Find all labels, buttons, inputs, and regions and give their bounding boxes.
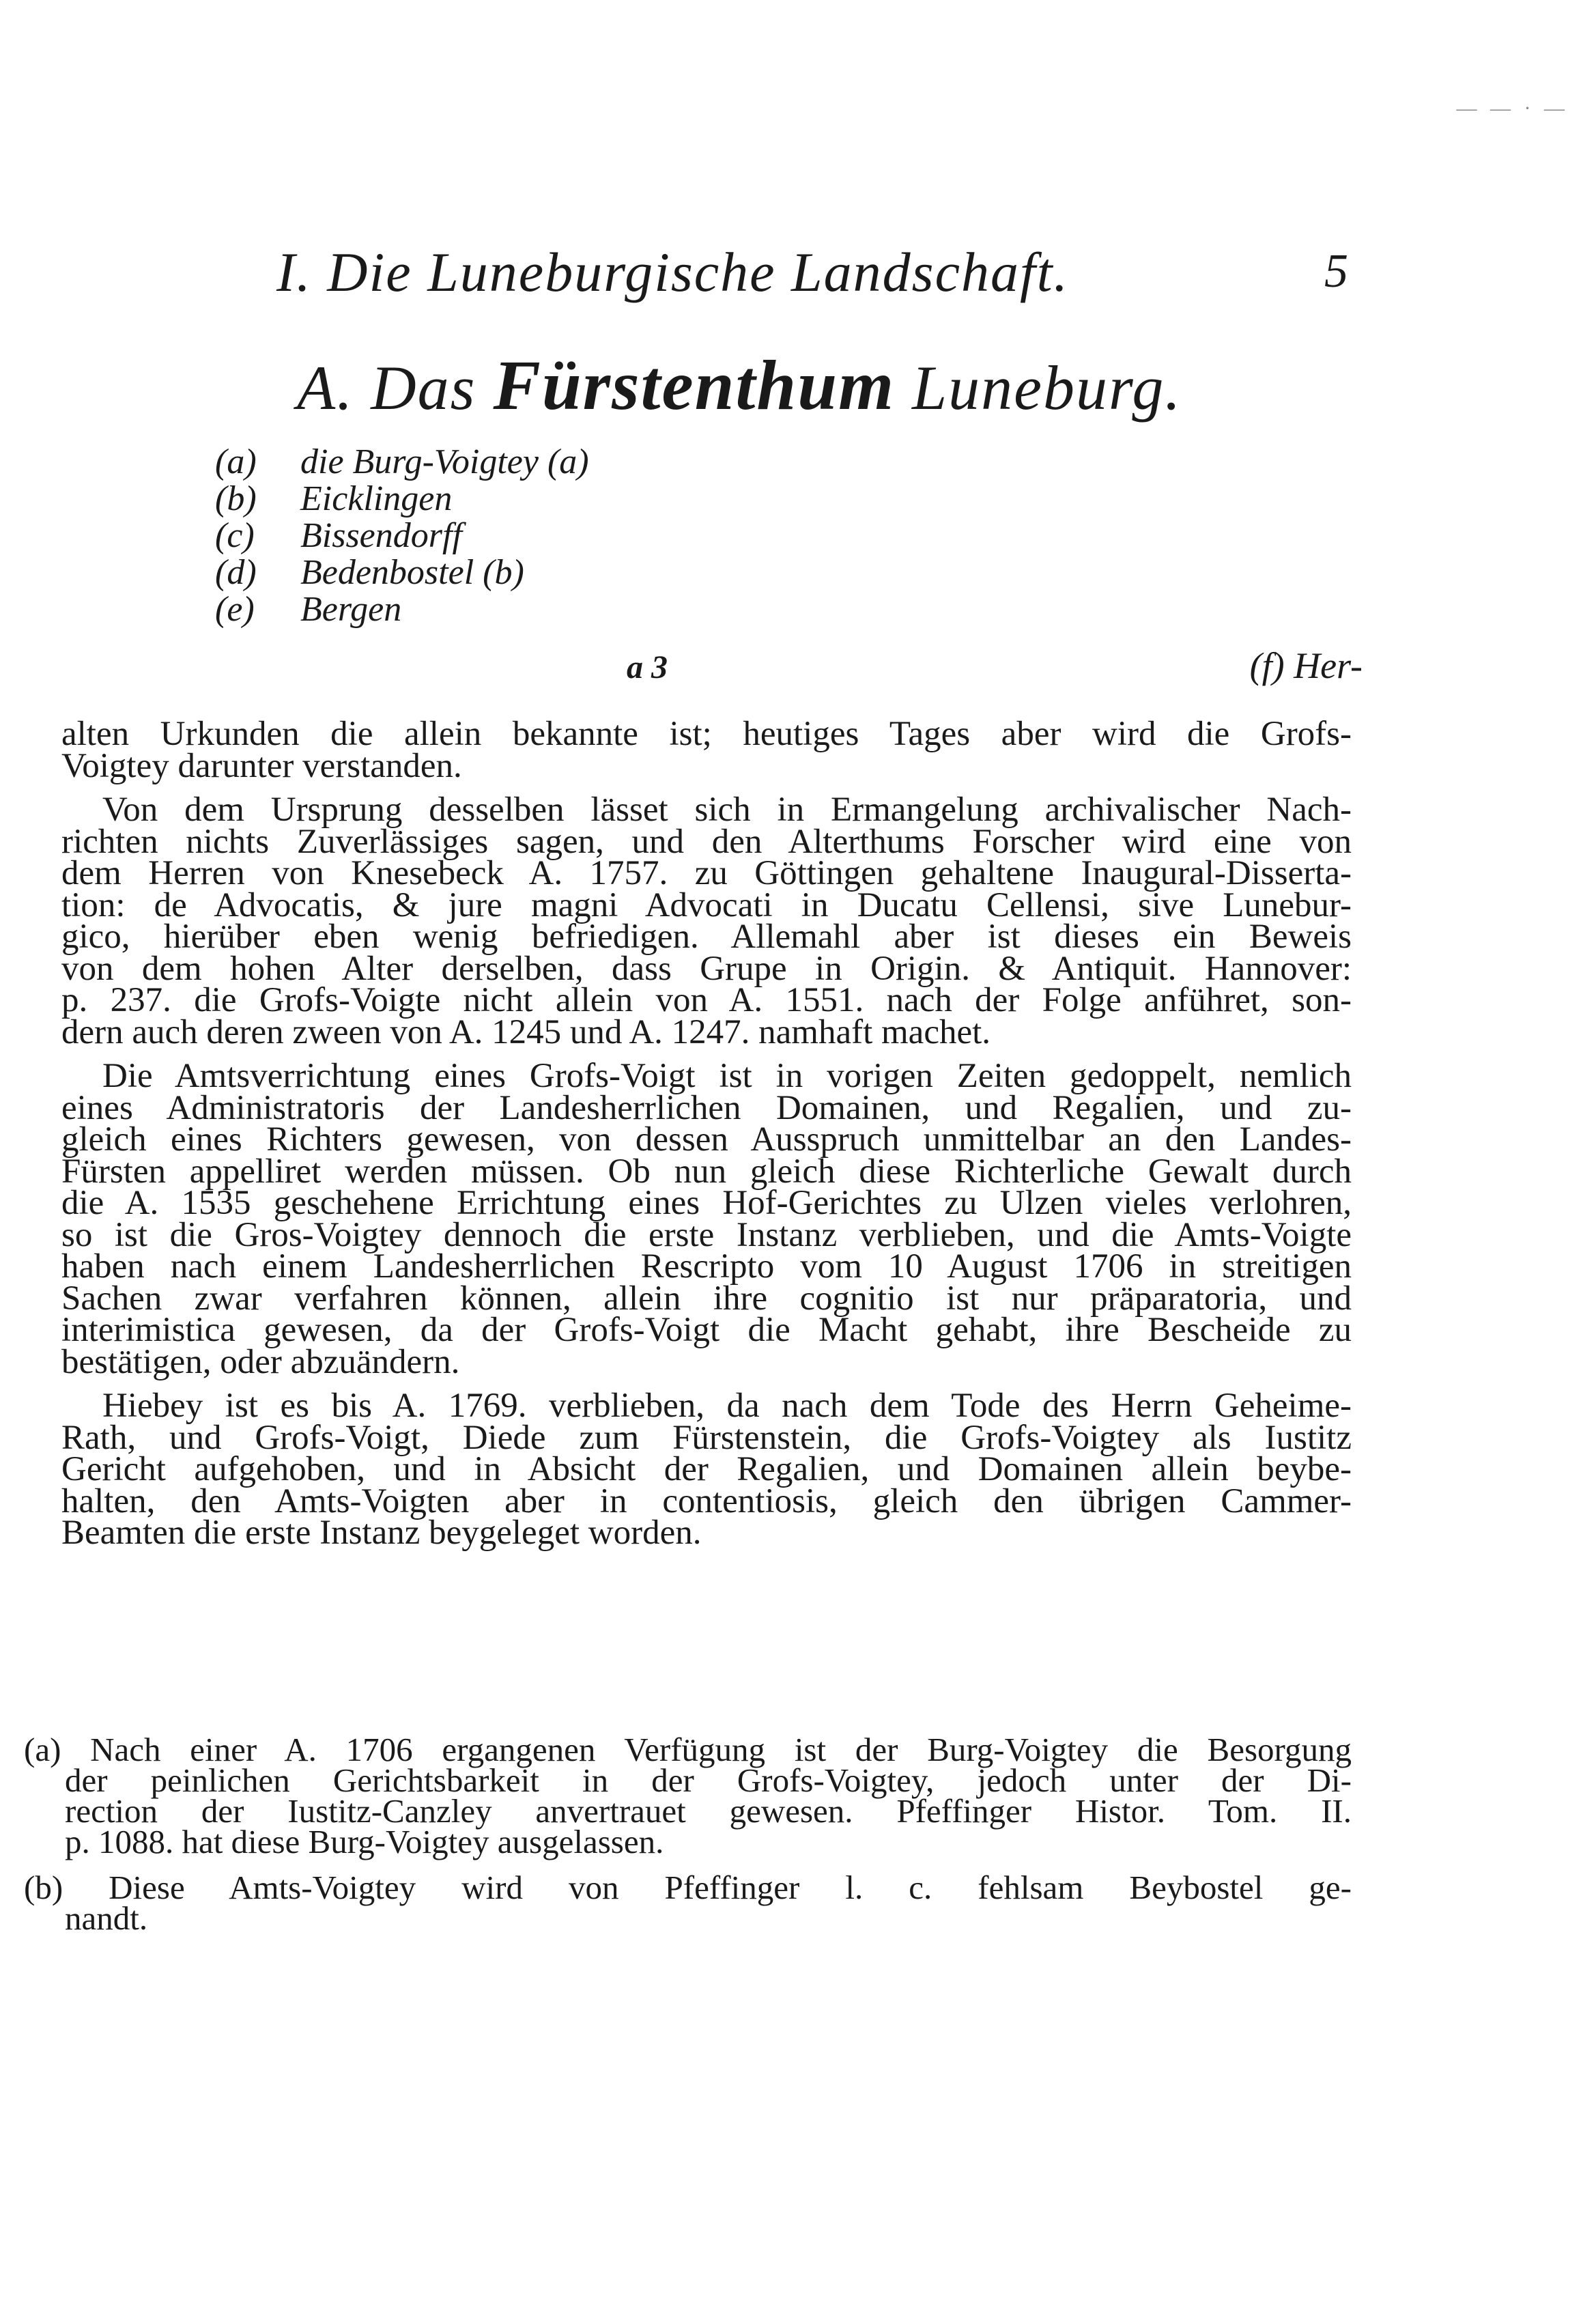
- contents-item: [215, 518, 829, 554]
- text-line: gleich eines Richters gewesen, von dessen Ausspruch unmittelbar an den Landes-: [61, 1120, 1352, 1159]
- running-title: I. Die Luneburgische Landschaft.: [276, 241, 1070, 303]
- text-line: Hiebey ist es bis A. 1769. verblieben, da nach dem Tode des Herrn Geheime-: [102, 1387, 1352, 1425]
- text-line: haben nach einem Landesherrlichen Rescripto vom 10 August 1706 in streitigen: [61, 1247, 1352, 1286]
- signature-mark: a 3: [627, 649, 668, 685]
- paragraph: [61, 715, 1352, 785]
- text-line: dern auch deren zween von A. 1245 und A. 1247. namhaft machet.: [61, 1012, 991, 1051]
- text-line: Sachen zwar verfahren können, allein ihre cognitio ist nur präparatoria, und: [61, 1279, 1352, 1318]
- text-line: Beamten die erste Instanz beygeleget worden.: [61, 1514, 702, 1552]
- paragraph: [61, 1057, 1352, 1381]
- footnote-line: der peinlichen Gerichtsbarkeit in der Grofs-Voigtey, jedoch unter der Di-: [65, 1761, 1352, 1799]
- section-title: [297, 345, 1182, 426]
- scan-edge-marks: — — · —: [1456, 97, 1569, 119]
- footnote: [24, 1869, 1352, 1937]
- text-line: Die Amtsverrichtung eines Grofs-Voigt ist in vorigen Zeiten gedoppelt, nemlich: [102, 1057, 1352, 1095]
- contents-item: [215, 481, 829, 518]
- text-line: tion: de Advocatis, & jure magni Advocati in Ducatu Cellensi, sive Lunebur-: [61, 885, 1352, 924]
- text-line: so ist die Gros-Voigtey dennoch die erste Instanz verblieben, und die Amts-Voigte: [61, 1215, 1352, 1254]
- footnote-line: rection der Iustitz-Canzley anvertrauet gewesen. Pfeffinger Histor. Tom. II.: [65, 1792, 1352, 1830]
- footnote-line: p. 1088. hat diese Burg-Voigtey ausgelassen.: [65, 1823, 664, 1860]
- text-line: richten nichts Zuverlässiges sagen, und den Alterthums Forscher wird eine von: [61, 822, 1352, 861]
- text-line: Gericht aufgehoben, und in Absicht der Regalien, und Domainen allein beybe-: [61, 1450, 1352, 1488]
- contents-item-mark: (b): [215, 479, 257, 518]
- contents-item-mark: (d): [215, 553, 257, 592]
- contents-item: [215, 444, 829, 481]
- footnotes: [24, 1731, 1352, 1949]
- contents-item-mark: (a): [215, 442, 257, 481]
- text-line: bestätigen, oder abzuändern.: [61, 1342, 460, 1381]
- text-line: eines Administratoris der Landesherrlichen Domainen, und Regalien, und zu-: [61, 1088, 1352, 1127]
- contents-item-mark: (c): [215, 516, 255, 555]
- contents-list: [215, 444, 829, 628]
- section-title-prefix: A. Das: [297, 353, 476, 423]
- text-line: halten, den Amts-Voigten aber in contentiosis, gleich den übrigen Cammer-: [61, 1482, 1352, 1520]
- text-line: Fürsten appelliret werden müssen. Ob nun gleich diese Richterliche Gewalt durch: [61, 1152, 1352, 1191]
- text-line: dem Herren von Knesebeck A. 1757. zu Göttingen gehaltene Inaugural-Disserta-: [61, 854, 1352, 892]
- contents-item-mark: (e): [215, 590, 255, 629]
- section-title-main: Fürstenthum: [493, 346, 895, 425]
- footnote: [24, 1731, 1352, 1860]
- paragraph: [61, 791, 1352, 1051]
- running-head: [276, 240, 1348, 315]
- footnote-line: nandt.: [65, 1899, 148, 1937]
- footnote-line: (a) Nach einer A. 1706 ergangenen Verfügung ist der Burg-Voigtey die Besorgung: [24, 1731, 1352, 1768]
- text-line: die A. 1535 geschehene Errichtung eines Hof-Gerichtes zu Ulzen vieles verlohren,: [61, 1184, 1352, 1222]
- contents-item: [215, 591, 829, 628]
- paragraph: [61, 1387, 1352, 1552]
- text-line: interimistica gewesen, da der Grofs-Voigt die Macht gehabt, ihre Bescheide zu: [61, 1311, 1352, 1349]
- catchword: (f) Her-: [1249, 645, 1363, 686]
- page-number: 5: [1324, 245, 1348, 298]
- text-line: gico, hierüber eben wenig befriedigen. Allemahl aber ist dieses ein Beweis: [61, 918, 1352, 956]
- footnote-line: (b) Diese Amts-Voigtey wird von Pfeffinger l. c. fehlsam Beybostel ge-: [24, 1869, 1352, 1906]
- contents-item-text: Bedenbostel (b): [300, 553, 524, 592]
- text-line: Rath, und Grofs-Voigt, Diede zum Fürstenstein, die Grofs-Voigtey als Iustitz: [61, 1418, 1352, 1457]
- contents-item: [215, 554, 829, 591]
- contents-item-text: Eicklingen: [300, 479, 453, 518]
- contents-item-text: Bergen: [300, 590, 402, 629]
- body-text: [61, 715, 1352, 1561]
- section-title-end: Luneburg.: [911, 353, 1182, 423]
- text-line: Von dem Ursprung desselben lässet sich in Ermangelung archivalischer Nach-: [102, 791, 1352, 829]
- text-line: alten Urkunden die allein bekannte ist; heutiges Tages aber wird die Grofs-: [61, 715, 1352, 753]
- text-line: p. 237. die Grofs-Voigte nicht allein von A. 1551. nach der Folge anführet, son-: [61, 981, 1352, 1019]
- contents-item-text: die Burg-Voigtey (a): [300, 442, 589, 481]
- contents-item-text: Bissendorff: [300, 516, 462, 555]
- text-line: von dem hohen Alter derselben, dass Grupe in Origin. & Antiquit. Hannover:: [61, 949, 1352, 988]
- text-line: Voigtey darunter verstanden.: [61, 746, 462, 785]
